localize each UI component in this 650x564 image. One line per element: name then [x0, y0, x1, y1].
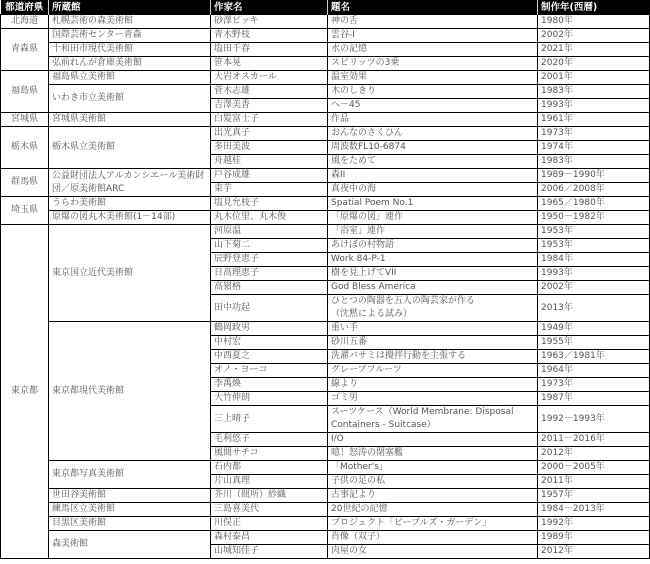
year-cell: 1993年	[538, 267, 650, 281]
museum-cell: 原爆の図丸木美術館(1－14部)	[49, 211, 211, 225]
title-cell: God Bless America	[328, 281, 538, 295]
artist-cell: 片山真理	[211, 475, 328, 489]
museum-cell: うらわ美術館	[49, 197, 211, 211]
header-row	[1, 0, 650, 15]
title-cell: スーツケース（World Membrane: Disposal Containers - Suitcase）	[328, 406, 538, 433]
table-body	[1, 15, 650, 559]
title-cell: 作品	[328, 113, 538, 127]
table-row	[1, 127, 650, 141]
title-cell: あけぼの村物語	[328, 239, 538, 253]
table-row	[1, 85, 650, 99]
year-cell: 1949年	[538, 322, 650, 336]
museum-cell: 宮城県美術館	[49, 113, 211, 127]
header-prefecture: 都道府県	[1, 0, 49, 15]
table-row	[1, 57, 650, 71]
artist-cell: 舟越桂	[211, 155, 328, 169]
artist-cell: 山下菊二	[211, 239, 328, 253]
artist-cell: 大岩オスカール	[211, 71, 328, 85]
artist-cell: 毛利悠子	[211, 433, 328, 447]
year-cell: 1973年	[538, 127, 650, 141]
title-cell: へ－45	[328, 99, 538, 113]
artist-cell: 高嶺格	[211, 281, 328, 295]
year-cell: 2001年	[538, 71, 650, 85]
museum-cell: 東京国立近代美術館	[49, 225, 211, 322]
artist-cell: 吉澤美香	[211, 99, 328, 113]
table-row	[1, 29, 650, 43]
artist-cell: 中村宏	[211, 336, 328, 350]
year-cell: 1983年	[538, 85, 650, 99]
year-cell: 2002年	[538, 29, 650, 43]
prefecture-cell: 青森県	[1, 29, 49, 71]
table-row	[1, 15, 650, 29]
title-cell: 洗濯バサミは攪拌行動を主張する	[328, 350, 538, 364]
title-cell: 線より	[328, 378, 538, 392]
museum-cell: 東京都現代美術館	[49, 322, 211, 461]
title-cell: 雲谷-I	[328, 29, 538, 43]
artist-cell: 森村泰昌	[211, 531, 328, 545]
year-cell: 1974年	[538, 141, 650, 155]
artist-cell: 田中功起	[211, 295, 328, 322]
table-row	[1, 113, 650, 127]
title-cell: 木のしきり	[328, 85, 538, 99]
title-cell: 「浴室」連作	[328, 225, 538, 239]
museum-cell: 練馬区立美術館	[49, 503, 211, 517]
year-cell: 1984年	[538, 253, 650, 267]
title-cell: 重い手	[328, 322, 538, 336]
artist-cell: 大竹伸朗	[211, 392, 328, 406]
title-cell: 「Mother's」	[328, 461, 538, 475]
artist-cell: 笹本晃	[211, 57, 328, 71]
year-cell: 2006／2008年	[538, 183, 650, 197]
artist-cell: 多田美波	[211, 141, 328, 155]
year-cell: 2021年	[538, 43, 650, 57]
title-cell: 周波数FL10-6874	[328, 141, 538, 155]
title-cell: 肖像（双子）	[328, 531, 538, 545]
title-cell: 風をためて	[328, 155, 538, 169]
year-cell: 2020年	[538, 57, 650, 71]
artist-cell: 砂澤ビッキ	[211, 15, 328, 29]
year-cell: 1983年	[538, 155, 650, 169]
artist-cell: 日高理恵子	[211, 267, 328, 281]
prefecture-cell: 群馬県	[1, 169, 49, 197]
title-cell: 温室効果	[328, 71, 538, 85]
title-cell: 森II	[328, 169, 538, 183]
table-row	[1, 461, 650, 475]
artist-cell: 辰野登恵子	[211, 253, 328, 267]
year-cell: 1989－1990年	[538, 169, 650, 183]
artist-cell: 中西夏之	[211, 350, 328, 364]
table-row	[1, 489, 650, 503]
title-cell: 20世紀の記憶	[328, 503, 538, 517]
title-cell: Work 84-P-1	[328, 253, 538, 267]
museum-cell: 国際芸術センター青森	[49, 29, 211, 43]
museum-cell: 弘前れんが倉庫美術館	[49, 57, 211, 71]
year-cell: 1963／1981年	[538, 350, 650, 364]
artist-cell: 丸木位里、丸木俊	[211, 211, 328, 225]
title-cell: ひとつの陶器を五人の陶芸家が作る （沈黙による試み）	[328, 295, 538, 322]
prefecture-cell: 福島県	[1, 71, 49, 113]
title-cell: I/O	[328, 433, 538, 447]
year-cell: 1957年	[538, 489, 650, 503]
museum-cell: 公益財団法人アルカンシエール美術財団／原美術館ARC	[49, 169, 211, 197]
year-cell: 1953年	[538, 239, 650, 253]
title-cell: 真夜中の海	[328, 183, 538, 197]
year-cell: 2012年	[538, 545, 650, 559]
artist-cell: 青木野枝	[211, 29, 328, 43]
artist-cell: 李禹煥	[211, 378, 328, 392]
title-cell: 砂川五番	[328, 336, 538, 350]
year-cell: 1961年	[538, 113, 650, 127]
table-row	[1, 169, 650, 183]
artist-cell: 鶴岡政男	[211, 322, 328, 336]
artist-cell: 白髪富士子	[211, 113, 328, 127]
artist-cell: 三上晴子	[211, 406, 328, 433]
year-cell: 1950－1982年	[538, 211, 650, 225]
table-row	[1, 43, 650, 57]
artist-cell: 菅木志雄	[211, 85, 328, 99]
year-cell: 2002年	[538, 281, 650, 295]
title-cell: 水の記憶	[328, 43, 538, 57]
title-cell: おんなのさくひん	[328, 127, 538, 141]
title-cell: 樹を見上げてVII	[328, 267, 538, 281]
museum-cell: 栃木県立美術館	[49, 127, 211, 169]
artist-cell: 戸谷成雄	[211, 169, 328, 183]
table-row	[1, 322, 650, 336]
header-artist: 作家名	[211, 0, 328, 15]
table-row	[1, 197, 650, 211]
museum-cell: 福島県立美術館	[49, 71, 211, 85]
museum-cell: 東京都写真美術館	[49, 461, 211, 489]
table-row	[1, 211, 650, 225]
title-cell: 神の舌	[328, 15, 538, 29]
prefecture-cell: 埼玉県	[1, 197, 49, 225]
prefecture-cell: 東京都	[1, 225, 49, 559]
title-cell: 肉屋の女	[328, 545, 538, 559]
table-row	[1, 517, 650, 531]
year-cell: 1992年	[538, 517, 650, 531]
museum-cell: 十和田市現代美術館	[49, 43, 211, 57]
year-cell: 1953年	[538, 225, 650, 239]
year-cell: 2000－2005年	[538, 461, 650, 475]
prefecture-cell: 北海道	[1, 15, 49, 29]
museum-cell: 札幌芸術の森美術館	[49, 15, 211, 29]
year-cell: 1984－2013年	[538, 503, 650, 517]
year-cell: 1987年	[538, 392, 650, 406]
year-cell: 1989年	[538, 531, 650, 545]
title-cell: ゴミ男	[328, 392, 538, 406]
title-cell: 古事記より	[328, 489, 538, 503]
year-cell: 1993年	[538, 99, 650, 113]
museum-cell: 世田谷美術館	[49, 489, 211, 503]
table-row	[1, 225, 650, 239]
artist-cell: 川俣正	[211, 517, 328, 531]
year-cell: 1973年	[538, 378, 650, 392]
year-cell: 2011年	[538, 475, 650, 489]
artist-cell: 芥川（間所）紗織	[211, 489, 328, 503]
museum-cell: いわき市立美術館	[49, 85, 211, 113]
title-cell: Spatial Poem No.1	[328, 197, 538, 211]
artist-cell: 三島喜美代	[211, 503, 328, 517]
year-cell: 1955年	[538, 336, 650, 350]
artist-cell: 束芋	[211, 183, 328, 197]
year-cell: 1992－1993年	[538, 406, 650, 433]
year-cell: 1964年	[538, 364, 650, 378]
prefecture-cell: 宮城県	[1, 113, 49, 127]
year-cell: 1980年	[538, 15, 650, 29]
header-title: 題名	[328, 0, 538, 15]
title-cell: 子供の足の私	[328, 475, 538, 489]
title-cell: 「原爆の図」連作	[328, 211, 538, 225]
table-row	[1, 71, 650, 85]
header-year: 制作年(西暦)	[538, 0, 650, 15]
artist-cell: 出光真子	[211, 127, 328, 141]
table-row	[1, 531, 650, 545]
artist-cell: 山城知佳子	[211, 545, 328, 559]
artist-cell: 河原温	[211, 225, 328, 239]
museum-cell: 森美術館	[49, 531, 211, 559]
year-cell: 2012年	[538, 447, 650, 461]
table-row	[1, 503, 650, 517]
artist-cell: オノ・ヨーコ	[211, 364, 328, 378]
artist-cell: 塩見允枝子	[211, 197, 328, 211]
title-cell: スピリッツの3乗	[328, 57, 538, 71]
title-cell: プロジェクト「ピープルズ・ガーデン」	[328, 517, 538, 531]
header-museum: 所蔵館	[49, 0, 211, 15]
prefecture-cell: 栃木県	[1, 127, 49, 169]
title-cell: 噫！怒涛の閉塞艦	[328, 447, 538, 461]
title-cell: グレープフルーツ	[328, 364, 538, 378]
artist-cell: 風間サチコ	[211, 447, 328, 461]
artist-cell: 石内都	[211, 461, 328, 475]
year-cell: 2011－2016年	[538, 433, 650, 447]
museum-cell: 目黒区美術館	[49, 517, 211, 531]
year-cell: 2013年	[538, 295, 650, 322]
year-cell: 1965／1980年	[538, 197, 650, 211]
artist-cell: 塩田千春	[211, 43, 328, 57]
